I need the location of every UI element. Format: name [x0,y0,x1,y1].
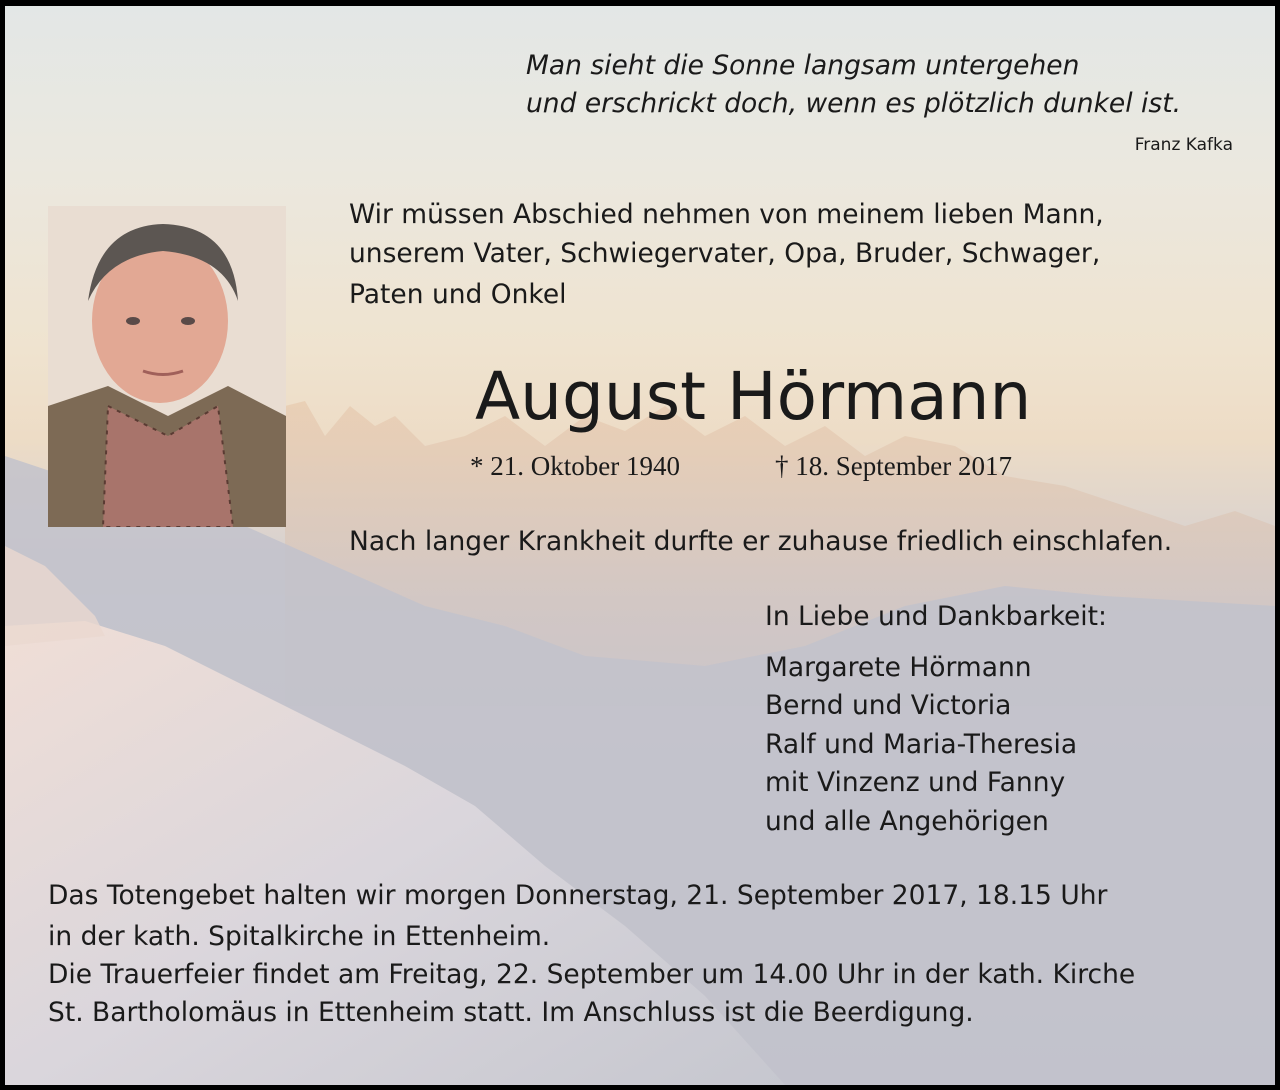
mourners-heading: In Liebe und Dankbarkeit: [765,601,1107,632]
quote-author: Franz Kafka [1134,135,1233,155]
service-line: Die Trauerfeier findet am Freitag, 22. September um 14.00 Uhr in der kath. Kirche [48,959,1136,990]
birth-date: * 21. Oktober 1940 [470,451,680,481]
deceased-name: August Hörmann [475,358,1032,435]
mourner-name: mit Vinzenz und Fanny [765,767,1066,798]
mourner-name: Bernd und Victoria [765,690,1012,721]
quote-line: und erschrickt doch, wenn es plötzlich dunkel ist. [526,88,1182,119]
mourner-name: und alle Angehörigen [765,806,1049,837]
statement: Nach langer Krankheit durfte er zuhause friedlich einschlafen. [349,526,1173,557]
quote-line: Man sieht die Sonne langsam untergehen [526,50,1080,81]
service-line: in der kath. Spitalkirche in Ettenheim. [48,921,551,952]
mourner-name: Margarete Hörmann [765,652,1032,683]
intro-line: Paten und Onkel [349,279,567,310]
service-line: St. Bartholomäus in Ettenheim statt. Im Anschluss ist die Beerdigung. [48,997,974,1028]
service-line: Das Totengebet halten wir morgen Donnerstag, 21. September 2017, 18.15 Uhr [48,880,1108,911]
intro-line: Wir müssen Abschied nehmen von meinem lieben Mann, [349,199,1104,230]
deceased-portrait-photo [48,206,286,527]
mourner-name: Ralf und Maria-Theresia [765,729,1078,760]
intro-line: unserem Vater, Schwiegervater, Opa, Bruder, Schwager, [349,238,1101,269]
obituary-card [5,6,1275,1085]
death-date: † 18. September 2017 [775,451,1012,481]
